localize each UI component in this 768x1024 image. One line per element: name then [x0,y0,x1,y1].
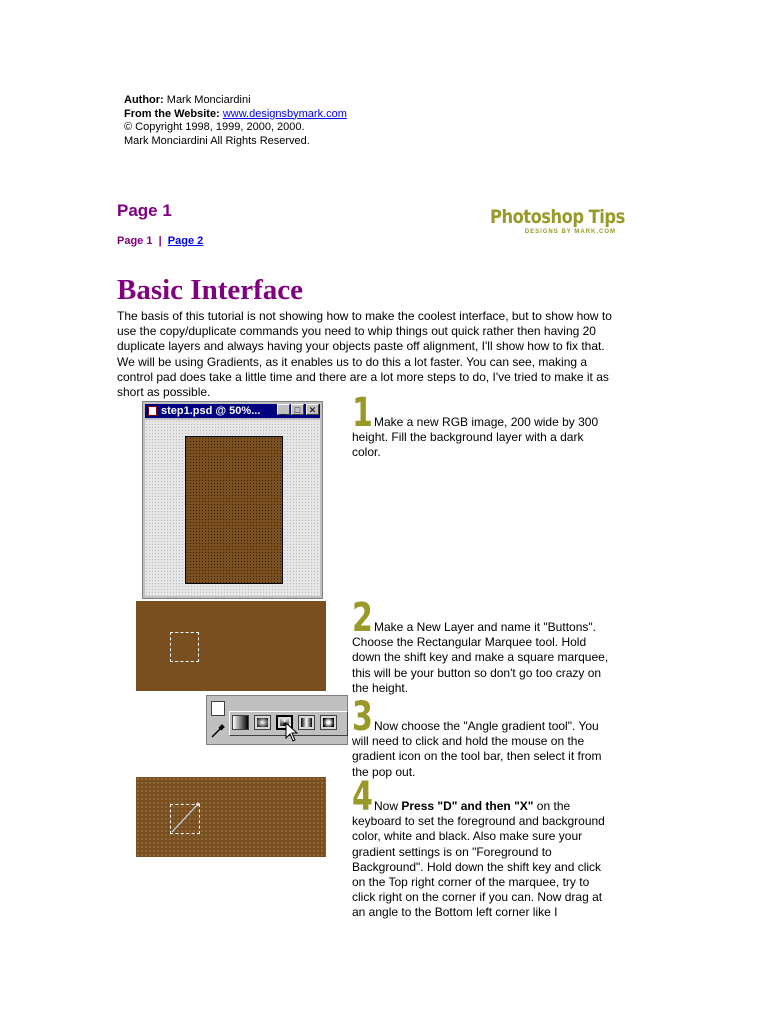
step-number-2: 2 [352,595,371,641]
radial-gradient-tool-icon[interactable] [254,715,271,730]
page-nav [117,235,203,247]
reflected-gradient-tool-icon[interactable] [298,715,315,730]
drag-line-icon [166,799,206,837]
step-number-1: 1 [352,390,371,436]
nav-current-page: Page 1 [117,235,153,247]
maximize-button: □ [291,404,304,415]
linear-gradient-tool-icon[interactable] [232,715,249,730]
step-4-text-post: on the keyboard to set the foreground and background color, white and black. Also make sure your gradient settings is on "Foreground to Background". Hold down the shift key and click on the Top right corner of the marquee, try to click right on the corner if you can. Now drag at an angle to the Bottom left corner like I [352,799,605,920]
step-number-3: 3 [352,694,371,740]
nav-separator: | [158,235,162,247]
step-4 [352,774,614,921]
tool-slot-icon [211,701,225,716]
logo-title: Photoshop Tips [490,206,625,228]
photoshop-tips-logo [490,206,625,235]
nav-link-page-2[interactable]: Page 2 [167,235,204,247]
diamond-gradient-tool-icon[interactable] [320,715,337,730]
step-1 [352,390,614,461]
author-label: Author: [124,94,164,106]
step-2 [352,595,614,696]
step4-gradient-drag-image [136,777,326,857]
document-canvas-area [145,420,320,596]
rights-text: Mark Monciardini All Rights Reserved. [124,134,310,147]
document-icon [148,406,157,416]
eyedropper-icon [210,723,226,739]
step-4-text-bold: Press "D" and then "X" [401,799,534,813]
step-2-text: Make a New Layer and name it "Buttons". Choose the Rectangular Marquee tool. Hold down the shift key and make a square marquee, this will be your button so don't go too crazy on the height. [352,620,609,695]
logo-subtitle: DESIGNS BY MARK.COM [524,229,616,235]
website-link[interactable]: www.designsbymark.com [222,107,347,120]
article-title: Basic Interface [117,274,304,306]
copyright-text: © Copyright 1998, 1999, 2000, 2000. [124,121,305,133]
window-title: step1.psd @ 50%... [161,405,261,417]
step2-marquee-image [136,601,326,691]
square-marquee-selection [170,632,199,662]
brown-background-layer [185,436,283,584]
website-label: From the Website: [124,107,220,120]
intro-paragraph: The basis of this tutorial is not showing how to make the coolest interface, but to show how to use the copy/duplicate commands you need to whip things out quick rather then having 20 duplicate layers and always having your objects paste off alignment, I'll show how to fix that. We will be using Gradients, as it enables us to do this a lot faster. You can see, making a control pad does take a little time and there are a lot more steps to do, I've tried to make it as short as possible. [117,309,612,400]
mouse-cursor-icon [285,722,299,742]
gradient-tool-popout [206,695,348,745]
step-3 [352,694,614,780]
author-name: Mark Monciardini [163,94,251,106]
step1-document-window [142,401,323,599]
page-heading: Page 1 [117,201,172,220]
close-button: ✕ [306,404,319,415]
minimize-button: _ [277,404,290,415]
step-number-4: 4 [352,774,371,820]
step-4-text-pre: Now [374,799,402,813]
step-3-text: Now choose the "Angle gradient tool". You will need to click and hold the mouse on the gradient icon on the tool bar, then select it from the pop out. [352,719,602,779]
step-1-text: Make a new RGB image, 200 wide by 300 height. Fill the background layer with a dark color. [352,415,599,460]
author-block [124,94,347,148]
